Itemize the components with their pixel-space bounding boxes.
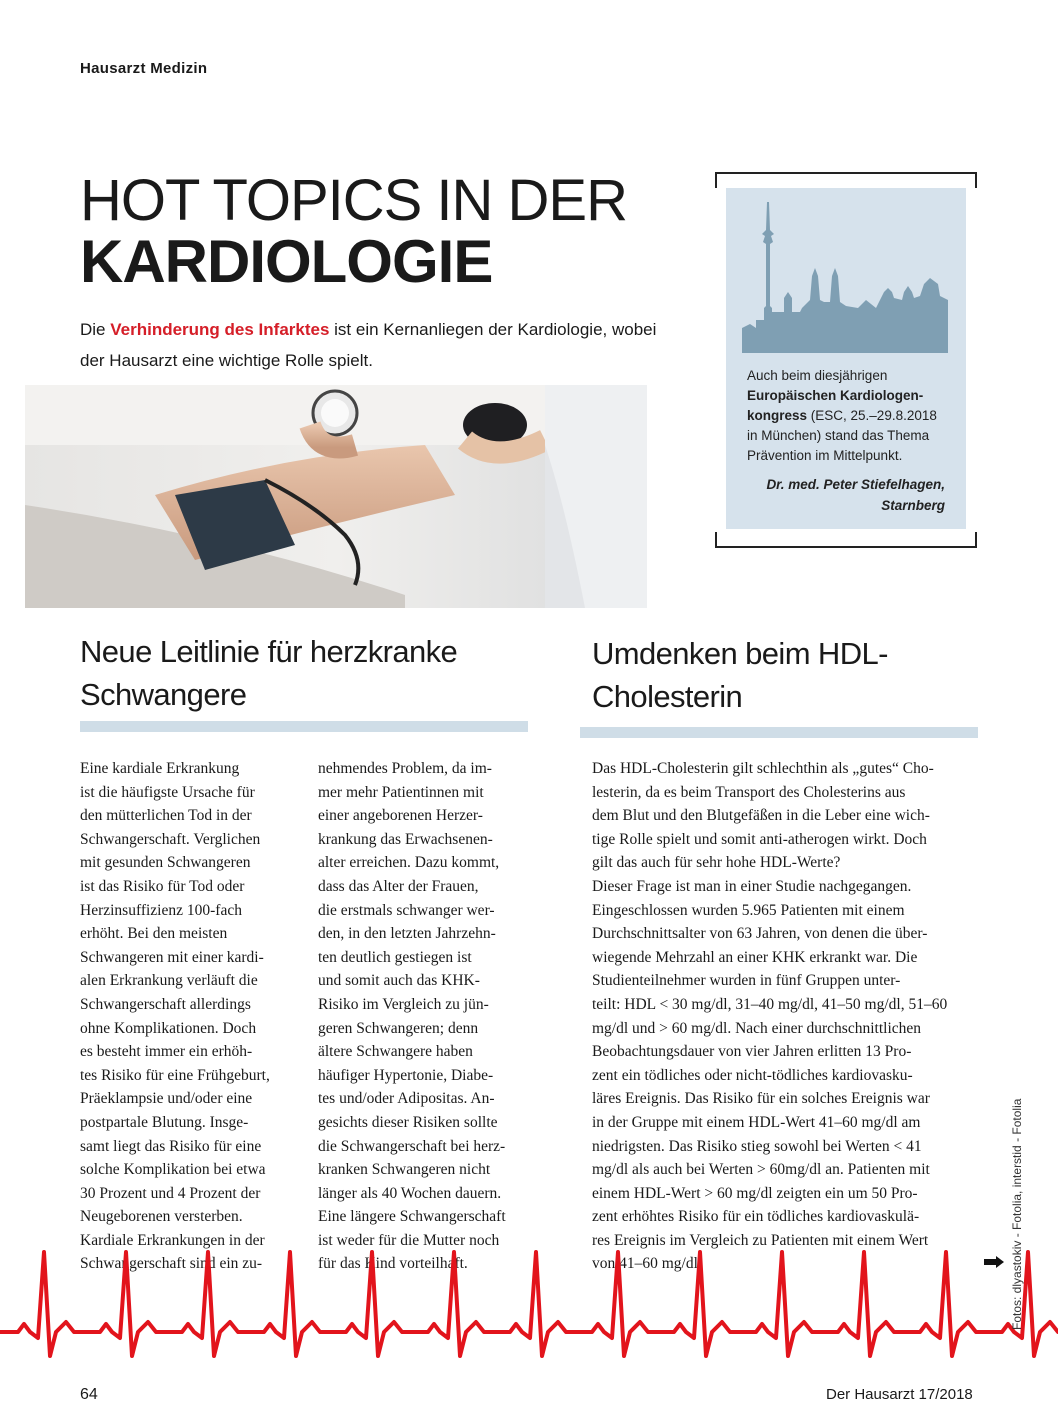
article-right-column xyxy=(592,757,978,1276)
sidebar-text xyxy=(747,366,947,466)
page-number: 64 xyxy=(80,1386,98,1403)
sidebar-author xyxy=(735,474,945,516)
sidebar-text-intro: Auch beim diesjährigen xyxy=(747,368,888,383)
article-left-column-1 xyxy=(80,757,295,1276)
sidebar-text-bold: Europäischen Kardiologen-kongress xyxy=(747,388,924,423)
lead-text-end: ist ein Kernanliegen der Kardiologie, wobei der Hausarzt eine wichtige Rolle spielt. xyxy=(80,320,657,370)
article-left-rule xyxy=(80,721,528,732)
article-right-headline: Umdenken beim HDL-Cholesterin xyxy=(592,636,888,714)
column-2-text: nehmendes Problem, da im- mer mehr Patientinnen mit einer angeborenen Herzer- krankung das Erwachsenen- alter erreichen. Dazu kommt, dass das Alter der Frauen, die erstmals schwanger wer- den, in den letzten Jahrzehn- ten deutlich gestiegen ist und somit auch das KHK- Risiko im Vergleich zu jün- geren Schwangeren; denn ältere Schwangere haben häufiger Hypertonie, Diabe- tes und/oder Adipositas. An- gesichts dieser Risiken sollte die Schwangerschaft bei herz- kranken Schwangeren nicht länger als 40 Wochen dauern. Eine längere Schwangerschaft ist weder für die Mutter noch für das Kind vorteilhaft. xyxy=(318,760,506,1273)
article-right-rule xyxy=(580,727,978,738)
page-title-line2: KARDIOLOGIE xyxy=(80,228,493,295)
hero-photo-blood-pressure xyxy=(25,385,647,608)
lead-paragraph xyxy=(80,314,680,376)
photo-credit: Fotos: dlyastokiv - Fotolia, interstid - Fotolia xyxy=(1010,1098,1024,1330)
lead-text-start: Die xyxy=(80,320,111,339)
ekg-line xyxy=(0,1240,1058,1360)
column-3-text: Das HDL-Cholesterin gilt schlechthin als „gutes“ Cho- lesterin, da es beim Transport des Cholesterins aus dem Blut und den Blutgefäßen in die Leber eine wich- tige Rolle spielt und somit anti-atherogen wirkt. Doch gilt das auch für sehr hohe HDL-Werte? Dieser Frage ist man in einer Studie nachgegangen. Eingeschlossen wurden 5.965 Patienten mit einem Durchschnittsalter von 63 Jahren, von denen die über- wiegende Mehrzahl an einer KHK erkrankt war. Die Studienteilnehmer wurden in fünf Gruppen unter- teilt: HDL < 30 mg/dl, 31–40 mg/dl, 41–50 mg/dl, 51–60 mg/dl und > 60 mg/dl. Nach einer durchschnittlichen Beobachtungsdauer von vier Jahren erlitten 13 Pro- zent ein tödliches oder nicht-tödliches kardiovasku- läres Ereignis. Das Risiko für ein solches Ereignis war in der Gruppe mit einem HDL-Wert 41–60 mg/dl am niedrigsten. Das Risiko stieg sowohl bei Werten < 41 mg/dl als auch bei Werten > 60mg/dl an. Patienten mit einem HDL-Wert > 60 mg/dl zeigten ein um 50 Pro- zent erhöhtes Risiko für ein tödliches kardiovaskulä- res Ereignis im Vergleich zu Patienten mit einem Wert von 41–60 mg/dl. xyxy=(592,760,948,1273)
munich-skyline-icon xyxy=(726,188,966,358)
article-left-headline: Neue Leitlinie für herzkranke Schwangere xyxy=(80,634,458,712)
section-label: Hausarzt Medizin xyxy=(80,60,208,77)
author-name: Dr. med. Peter Stiefelhagen, xyxy=(766,477,945,492)
column-1-text: Eine kardiale Erkrankung ist die häufigste Ursache für den mütterlichen Tod in der Schwangerschaft. Verglichen mit gesunden Schwangeren ist das Risiko für Tod oder Herzinsuffizienz 100-fach erhöht. Bei den meisten Schwangeren mit einer kardi- alen Erkrankung verläuft die Schwangerschaft allerdings ohne Komplikationen. Doch es besteht immer ein erhöh- tes Risiko für eine Frühgeburt, Präeklampsie und/oder eine postpartale Blutung. Insge- samt liegt das Risiko für eine solche Komplikation bei etwa 30 Prozent und 4 Prozent der Neugeborenen versterben. Kardiale Erkrankungen in der Schwangerschaft sind ein zu- xyxy=(80,760,270,1273)
page-title-line1: HOT TOPICS IN DER xyxy=(80,168,627,233)
sidebar-text-rest: (ESC, 25.–29.8.2018 in München) stand das Thema Prävention im Mittelpunkt. xyxy=(747,408,937,463)
sidebar-box xyxy=(726,188,966,529)
magazine-info: Der Hausarzt 17/2018 xyxy=(826,1386,973,1403)
article-left-column-2 xyxy=(318,757,538,1276)
author-location: Starnberg xyxy=(881,498,945,513)
lead-highlight: Verhinderung des Infarktes xyxy=(110,320,330,339)
